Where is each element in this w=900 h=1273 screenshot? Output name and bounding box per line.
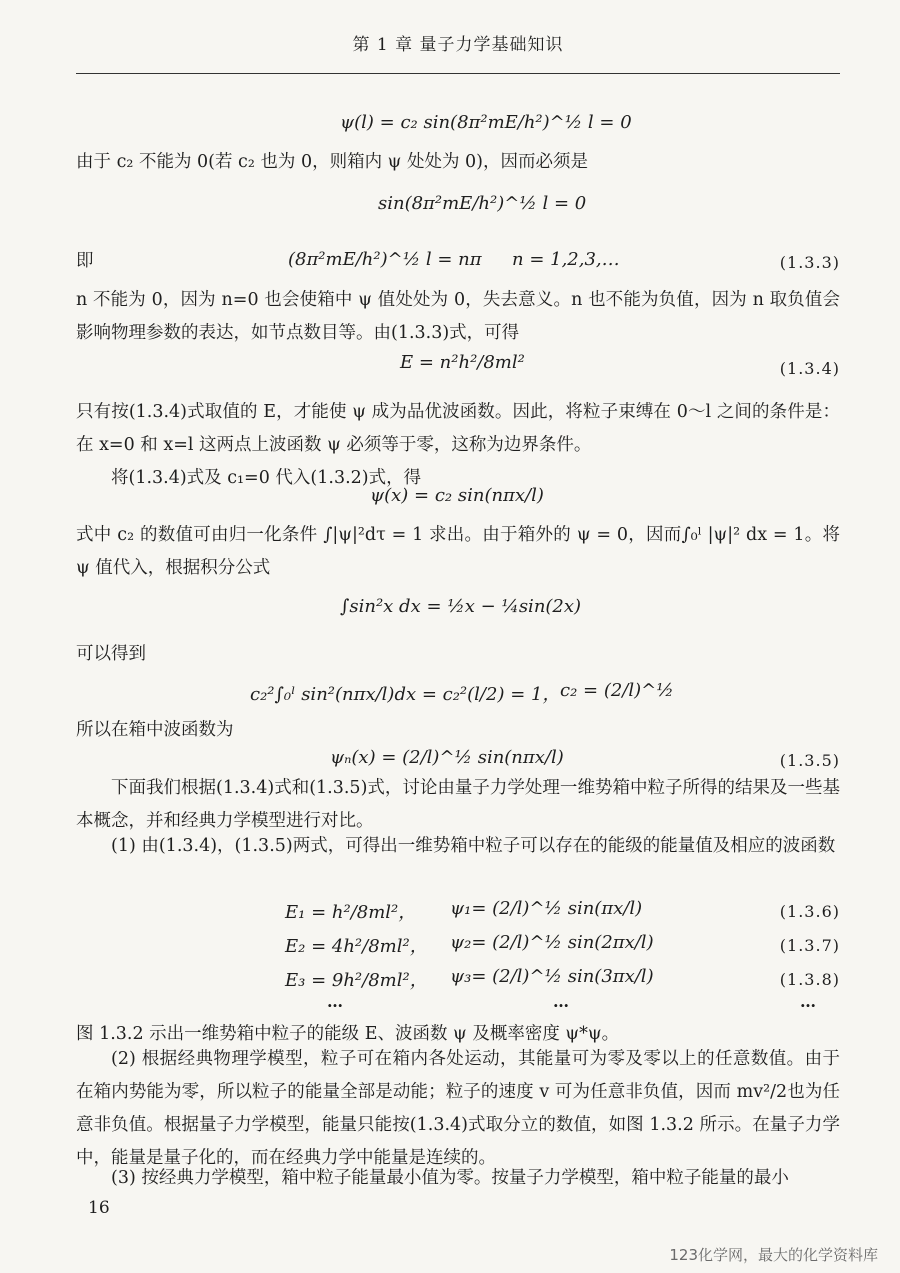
header-rule: [76, 73, 840, 74]
level-2-wavefunction: ψ₂= (2/l)^½ sin(2πx/l): [450, 932, 654, 953]
level-2-energy: E₂ = 4h²/8ml²，: [285, 936, 428, 957]
equation-n-values: n = 1,2,3,…: [512, 249, 620, 270]
equation-number-1-3-4: (1.3.4): [779, 359, 840, 378]
paragraph-normalization: 式中 c₂ 的数值可由归一化条件 ∫|ψ|²dτ = 1 求出。由于箱外的 ψ = 0，因而∫₀ˡ |ψ|² dx = 1。将 ψ 值代入，根据积分公式: [76, 525, 840, 578]
paragraph-obtain: 可以得到: [76, 644, 146, 664]
equation-energy: E = n²h²/8ml²: [400, 352, 525, 373]
paragraph-wavefunction-intro: 所以在箱中波函数为: [76, 720, 234, 740]
ellipsis-wavefunction: …: [553, 992, 569, 1011]
ellipsis-energy: …: [327, 992, 343, 1011]
level-1-wavefunction: ψ₁= (2/l)^½ sin(πx/l): [450, 898, 643, 919]
level-3-energy: E₃ = 9h²/8ml²，: [285, 970, 428, 991]
equation-number-1-3-5: (1.3.5): [779, 751, 840, 770]
running-header: 第 1 章 量子力学基础知识: [352, 35, 564, 55]
level-1-energy: E₁ = h²/8ml²，: [285, 902, 417, 923]
paragraph-point-1: (1) 由(1.3.4)，(1.3.5)两式，可得出一维势箱中粒子可以存在的能级的能量值及相应的波函数: [111, 836, 836, 856]
ellipsis-number: …: [800, 992, 816, 1011]
equation-number-1-3-3: (1.3.3): [779, 253, 840, 272]
paragraph-n-not-zero: n 不能为 0，因为 n=0 也会使箱中 ψ 值处处为 0，失去意义。n 也不能为负值，因为 n 取负值会影响物理参数的表达，如节点数目等。由(1.3.3)式，可得: [76, 290, 840, 343]
equation-c2-value: c₂ = (2/l)^½: [560, 680, 674, 701]
equation-number-1-3-6: (1.3.6): [779, 902, 840, 921]
equation-quantization: (8π²mE/h²)^½ l = nπ: [288, 249, 482, 270]
page-number: 16: [88, 1198, 110, 1218]
equation-psi-x: ψ(x) = c₂ sin(nπx/l): [370, 485, 544, 506]
equation-number-1-3-7: (1.3.7): [779, 936, 840, 955]
equation-psi-l: ψ(l) = c₂ sin(8π²mE/h²)^½ l = 0: [340, 112, 632, 133]
paragraph-c2-condition: 由于 c₂ 不能为 0(若 c₂ 也为 0，则箱内 ψ 处处为 0)，因而必须是: [76, 152, 588, 172]
paragraph-boundary-condition: 只有按(1.3.4)式取值的 E，才能使 ψ 成为品优波函数。因此，将粒子束缚在 0～l 之间的条件是：在 x=0 和 x=l 这两点上波函数 ψ 必须等于零，这称为边界条件。: [76, 402, 840, 455]
equation-psi-n: ψₙ(x) = (2/l)^½ sin(nπx/l): [330, 747, 564, 768]
paragraph-point-2: (2) 根据经典物理学模型，粒子可在箱内各处运动，其能量可为零及零以上的任意数值。由于在箱内势能为零，所以粒子的能量全部是动能；粒子的速度 v 可为任意非负值，因而 mv²/2也为任意非负值。根据量子力学模型，能量只能按(1.3.4)式取分立的数值，如图 1.3.2 所示。在量子力学中，能量是量子化的，而在经典力学中能量是连续的。: [76, 1049, 840, 1168]
paragraph-substitute: 将(1.3.4)式及 c₁=0 代入(1.3.2)式，得: [111, 468, 422, 488]
equation-integral-formula: ∫sin²x dx = ½x − ¼sin(2x): [340, 596, 582, 617]
label-ji: 即: [76, 251, 94, 271]
level-3-wavefunction: ψ₃= (2/l)^½ sin(3πx/l): [450, 966, 654, 987]
equation-number-1-3-8: (1.3.8): [779, 970, 840, 989]
equation-normalization-result: c₂²∫₀ˡ sin²(nπx/l)dx = c₂²(l/2) = 1，: [250, 684, 561, 705]
paragraph-figure-reference: 图 1.3.2 示出一维势箱中粒子的能级 E、波函数 ψ 及概率密度 ψ*ψ。: [76, 1024, 620, 1044]
site-watermark: 123化学网，最大的化学资料库: [669, 1246, 878, 1264]
equation-sin-zero: sin(8π²mE/h²)^½ l = 0: [378, 193, 587, 214]
paragraph-discussion: 下面我们根据(1.3.4)式和(1.3.5)式，讨论由量子力学处理一维势箱中粒子所得的结果及一些基本概念，并和经典力学模型进行对比。: [76, 778, 840, 831]
paragraph-point-3: (3) 按经典力学模型，箱中粒子能量最小值为零。按量子力学模型，箱中粒子能量的最小: [111, 1168, 789, 1188]
